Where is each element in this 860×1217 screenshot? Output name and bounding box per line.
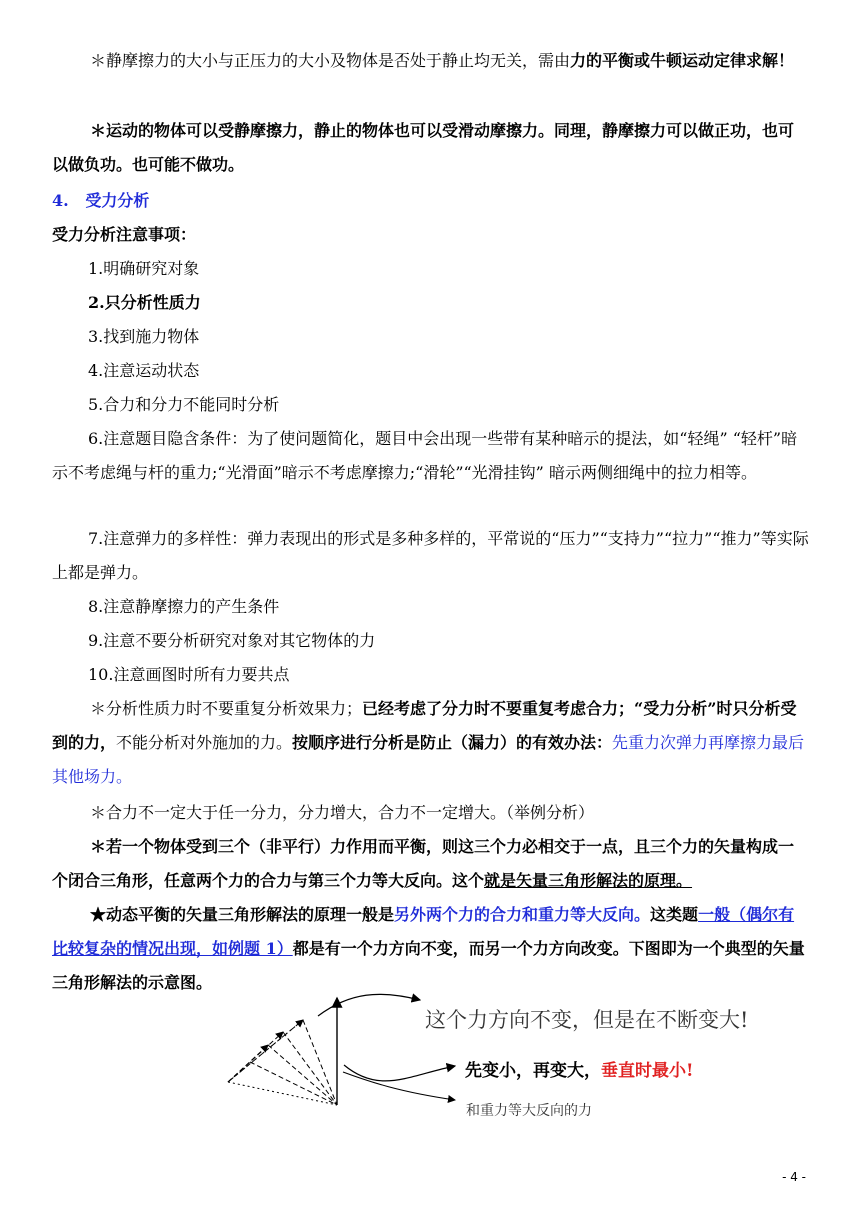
dashed-segment-1 xyxy=(303,1020,337,1105)
section-heading-force-analysis xyxy=(52,184,810,218)
label-equal-opposite-gravity: 和重力等大反向的力 xyxy=(466,1103,592,1119)
paragraph-property-forces xyxy=(52,692,810,794)
star-bullet: ＊ xyxy=(90,121,107,140)
page-number: - 4 - xyxy=(782,1170,806,1184)
note-item-6: 6.注意题目隐含条件：为了使问题简化，题目中会出现一些带有某种暗示的提法，如“轻绳” “轻杆”暗示不考虑绳与杆的重力;“光滑面”暗示不考虑摩擦力;“滑轮”“光滑挂钩” 暗示两侧细绳中的拉力相等。 xyxy=(52,429,798,482)
text-run-blue: 另外两个力的合力和重力等大反向。 xyxy=(394,905,651,924)
text-run: 合力不一定大于任一分力，分力增大，合力不一定增大。（举例分析） xyxy=(106,803,595,822)
text-run-blue-underline: 一般（偶尔有比较复杂的情况出现，如例题 1） xyxy=(52,905,795,958)
paragraph-three-forces xyxy=(52,830,810,898)
label-min-when-perpendicular xyxy=(465,1056,693,1081)
star-bullet: ＊ xyxy=(90,837,107,856)
paragraph-static-friction xyxy=(52,44,810,78)
note-item-10: 10.注意画图时所有力要共点 xyxy=(88,665,290,684)
notes-heading: 受力分析注意事项： xyxy=(52,225,197,244)
note-item-3: 3.找到施力物体 xyxy=(88,327,200,346)
text-run-bold: 力的平衡或牛顿运动定律求解！ xyxy=(570,51,795,70)
note-item-9: 9.注意不要分析研究对象对其它物体的力 xyxy=(88,631,376,650)
text-run: 分析性质力时不要重复分析效果力； xyxy=(106,699,363,718)
star-bullet: ＊ xyxy=(90,699,107,718)
dashed-segment-3 xyxy=(268,1045,337,1105)
star-bullet: ＊ xyxy=(90,51,107,70)
text-run-bold: 若一个物体受到三个（非平行）力作用而平衡，则这三个力必相交于一点，且三个力的矢量构成一个闭合三角形，任意两个力的合力与第三个力等大反向。这个 xyxy=(52,837,795,890)
note-item-1: 1.明确研究对象 xyxy=(88,259,200,278)
text-run-bold: 都是有一个力方向不变，而另一个力方向改变。下图即为一个典型的矢量三角形解法的示意图。 xyxy=(52,939,805,992)
label-mid-red: 垂直时最小! xyxy=(601,1061,694,1081)
changing-force-arrow-3 xyxy=(228,1045,268,1082)
triangle-base-side xyxy=(228,1082,337,1105)
text-run-bold: 按顺序进行分析是防止（漏力）的有效办法： xyxy=(292,733,613,752)
note-item-4: 4.注意运动状态 xyxy=(88,361,200,380)
label-mid-black: 先变小，再变大， xyxy=(465,1061,601,1081)
paragraph-moving-objects xyxy=(52,114,810,182)
dashed-segment-4 xyxy=(250,1062,337,1105)
note-item-7: 7.注意弹力的多样性：弹力表现出的形式是多种多样的，平常说的“压力”“支持力”“拉力”“推力”等实际上都是弹力。 xyxy=(52,529,809,582)
label-direction-unchanged: 这个力方向不变，但是在不断变大! xyxy=(425,1008,749,1032)
section-title: 受力分析 xyxy=(85,191,150,210)
text-run-bold: 已经考虑了分力时不要重复考虑合力；“受力分析”时只分析受到的力， xyxy=(52,699,797,752)
text-run: 静摩擦力的大小与正压力的大小及物体是否处于静止均无关，需由 xyxy=(106,51,571,70)
star-bullet: ＊ xyxy=(90,803,107,822)
text-run-bold: 这类题 xyxy=(650,905,699,924)
text-run: 不能分析对外施加的力。 xyxy=(116,733,293,752)
vector-triangle-figure xyxy=(0,970,860,1130)
dashed-segment-2 xyxy=(283,1032,337,1105)
star-bullet: ★ xyxy=(90,905,107,924)
text-run-underline: 就是矢量三角形解法的原理。 xyxy=(484,871,693,890)
section-number: 4. xyxy=(52,191,69,210)
note-item-8: 8.注意静摩擦力的产生条件 xyxy=(88,597,280,616)
text-run-bold: 运动的物体可以受静摩擦力，静止的物体也可以受滑动摩擦力。同理，静摩擦力可以做正功，也可以做负功。也可能不做功。 xyxy=(52,121,795,174)
vector-triangle-diagram xyxy=(0,970,860,1130)
callout-arrow-top xyxy=(318,994,420,1016)
callout-arrow-bottom xyxy=(343,1072,455,1100)
note-item-2: 2.只分析性质力 xyxy=(88,293,201,312)
paragraph-resultant-force xyxy=(52,796,810,830)
text-run-blue: 先重力次弹力再摩擦力最后其他场力。 xyxy=(52,733,805,786)
text-run-bold: 动态平衡的矢量三角形解法的原理一般是 xyxy=(106,905,395,924)
note-item-5: 5.合力和分力不能同时分析 xyxy=(88,395,280,414)
changing-force-arrow-1 xyxy=(228,1020,303,1082)
